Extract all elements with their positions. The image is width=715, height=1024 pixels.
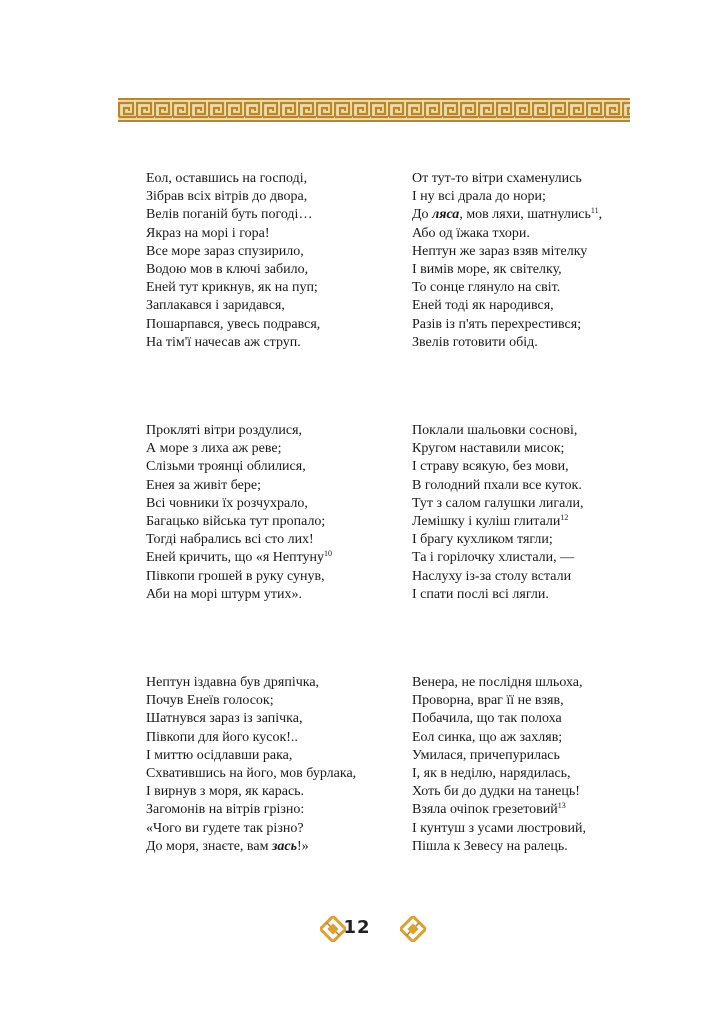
stanza-4 [412,422,583,604]
verse-line: Зібрав всіх вітрів до двора, [146,189,308,205]
verse-line: Всі човники їх розчухрало, [146,495,308,511]
verse-line: Тут з салом галушки лигали, [412,495,584,511]
verse-line: Та і горілочку хлистали, — [412,550,575,566]
verse-text: До моря, знаєте, вам [146,838,272,854]
footnote-ref: 11 [590,206,599,216]
verse-text: Еней кричить, що «я Нептуну [146,550,325,566]
verse-line: Разів із п'ять перехрестився; [412,316,582,332]
verse-text: , [598,207,603,223]
verse-line: Пішла к Зевесу на ралець. [412,838,568,854]
verse-text: Лемішку і куліш глитали [412,514,561,530]
verse-line: Нептун іздавна був дряпічка, [146,675,320,690]
verse-line: Еол, оставшись на господі, [146,171,308,186]
verse-line: І ну всі драла до нори; [412,189,546,205]
verse-line: Побачила, що так полоха [412,711,562,727]
stanza-2 [412,170,602,352]
footnote-ref: 10 [324,549,333,559]
verse-text: !» [297,838,309,854]
verse-line: Проклятi вітри роздулися, [146,423,303,438]
verse-text: Взяла очіпок грезетовий [412,802,558,818]
stanza-5 [146,674,356,856]
verse-line: Або од їжака тхори. [412,225,530,241]
verse-line: Венера, не послідня шльоха, [412,675,583,690]
stanza-1 [146,170,320,352]
verse-line: І брагу кухликом тягли; [412,532,553,548]
verse-line [412,513,583,531]
stanza-6 [412,674,586,856]
verse-line: На тім'ї начесав аж струп. [146,334,301,350]
verse-line: Аби на морі штурм утих». [146,586,302,602]
footnote-ref: 13 [557,801,566,811]
verse-line: Нептун же зараз взяв мітелку [412,243,588,259]
verse-line: Еней тоді як народився, [412,298,554,314]
verse-line: Заплакався і заридався, [146,298,285,314]
verse-line: Еней тут крикнув, як на пуп; [146,280,318,296]
verse-line: Тогді набрались всі сто лих! [146,532,314,548]
greek-key-border [118,98,630,122]
verse-line: Багацько війська тут пропало; [146,514,326,530]
verse-line: Енея за живіт бере; [146,477,261,493]
verse-text: До [412,207,433,223]
verse-line: Слізьми троянці облилися, [146,459,306,475]
verse-line: «Чого ви гудете так різно? [146,820,304,836]
verse-line: А море з лиха аж реве; [146,441,282,457]
verse-line: Кругом наставили мисок; [412,441,565,457]
verse-line [146,838,356,856]
emphasized-word: ляса [432,207,460,223]
verse-line: Півкопи для його кусок!.. [146,729,298,745]
verse-line: В голодний пхали все куток. [412,477,582,493]
verse-line: Еол синка, що аж захляв; [412,729,563,745]
verse-line: І, як в неділю, нарядилась, [412,766,571,782]
verse-line: Звелів готовити обід. [412,334,538,350]
verse-line: Півкопи грошей в руку сунув, [146,568,325,584]
diamond-knot-icon [400,916,426,942]
verse-line: І миттю осідлавши рака, [146,747,293,763]
verse-line [146,549,332,567]
stanza-3 [146,422,332,604]
verse-line: Наслуху із-за столу встали [412,568,572,584]
verse-line: То сонце глянуло на світ. [412,280,561,296]
verse-line: Проворна, враг її не взяв, [412,693,564,709]
verse-line: Загомонів на вітрів грізно: [146,802,305,818]
verse-line: Умилася, причепурилась [412,747,560,763]
emphasized-word: зась [271,838,298,854]
footnote-ref: 12 [560,513,569,523]
verse-line: Почув Енеїв голосок; [146,693,274,709]
verse-line: Все море зараз спузирило, [146,243,304,259]
verse-line: От тут-то вітри схаменулись [412,171,582,186]
verse-line: І вирнув з моря, як карась. [146,784,305,800]
verse-text: , мов ляхи, шатнулись [459,207,591,223]
verse-line: Велів поганій буть погоді… [146,207,313,223]
verse-line: Схватившись на його, мов бурлака, [146,766,357,782]
greek-key-pattern [118,100,630,120]
verse-line [412,206,602,224]
verse-line: Хоть би до дудки на танець! [412,784,580,800]
verse-line: І спати послі всі лягли. [412,586,549,602]
verse-line: І страву всякую, без мови, [412,459,569,475]
verse-line: І кунтуш з усами люстровий, [412,820,586,836]
verse-line: Якраз на морі і гора! [146,225,270,241]
verse-line: І вимів море, як світелку, [412,262,562,278]
verse-line: Поклали шальовки соснові, [412,423,578,438]
page-footer [0,914,715,944]
verse-line: Водою мов в ключі забило, [146,262,309,278]
page-number: 12 [343,917,371,938]
verse-line [412,801,586,819]
verse-line: Пошарпався, увесь подрався, [146,316,321,332]
verse-line: Шатнувся зараз із запічка, [146,711,303,727]
